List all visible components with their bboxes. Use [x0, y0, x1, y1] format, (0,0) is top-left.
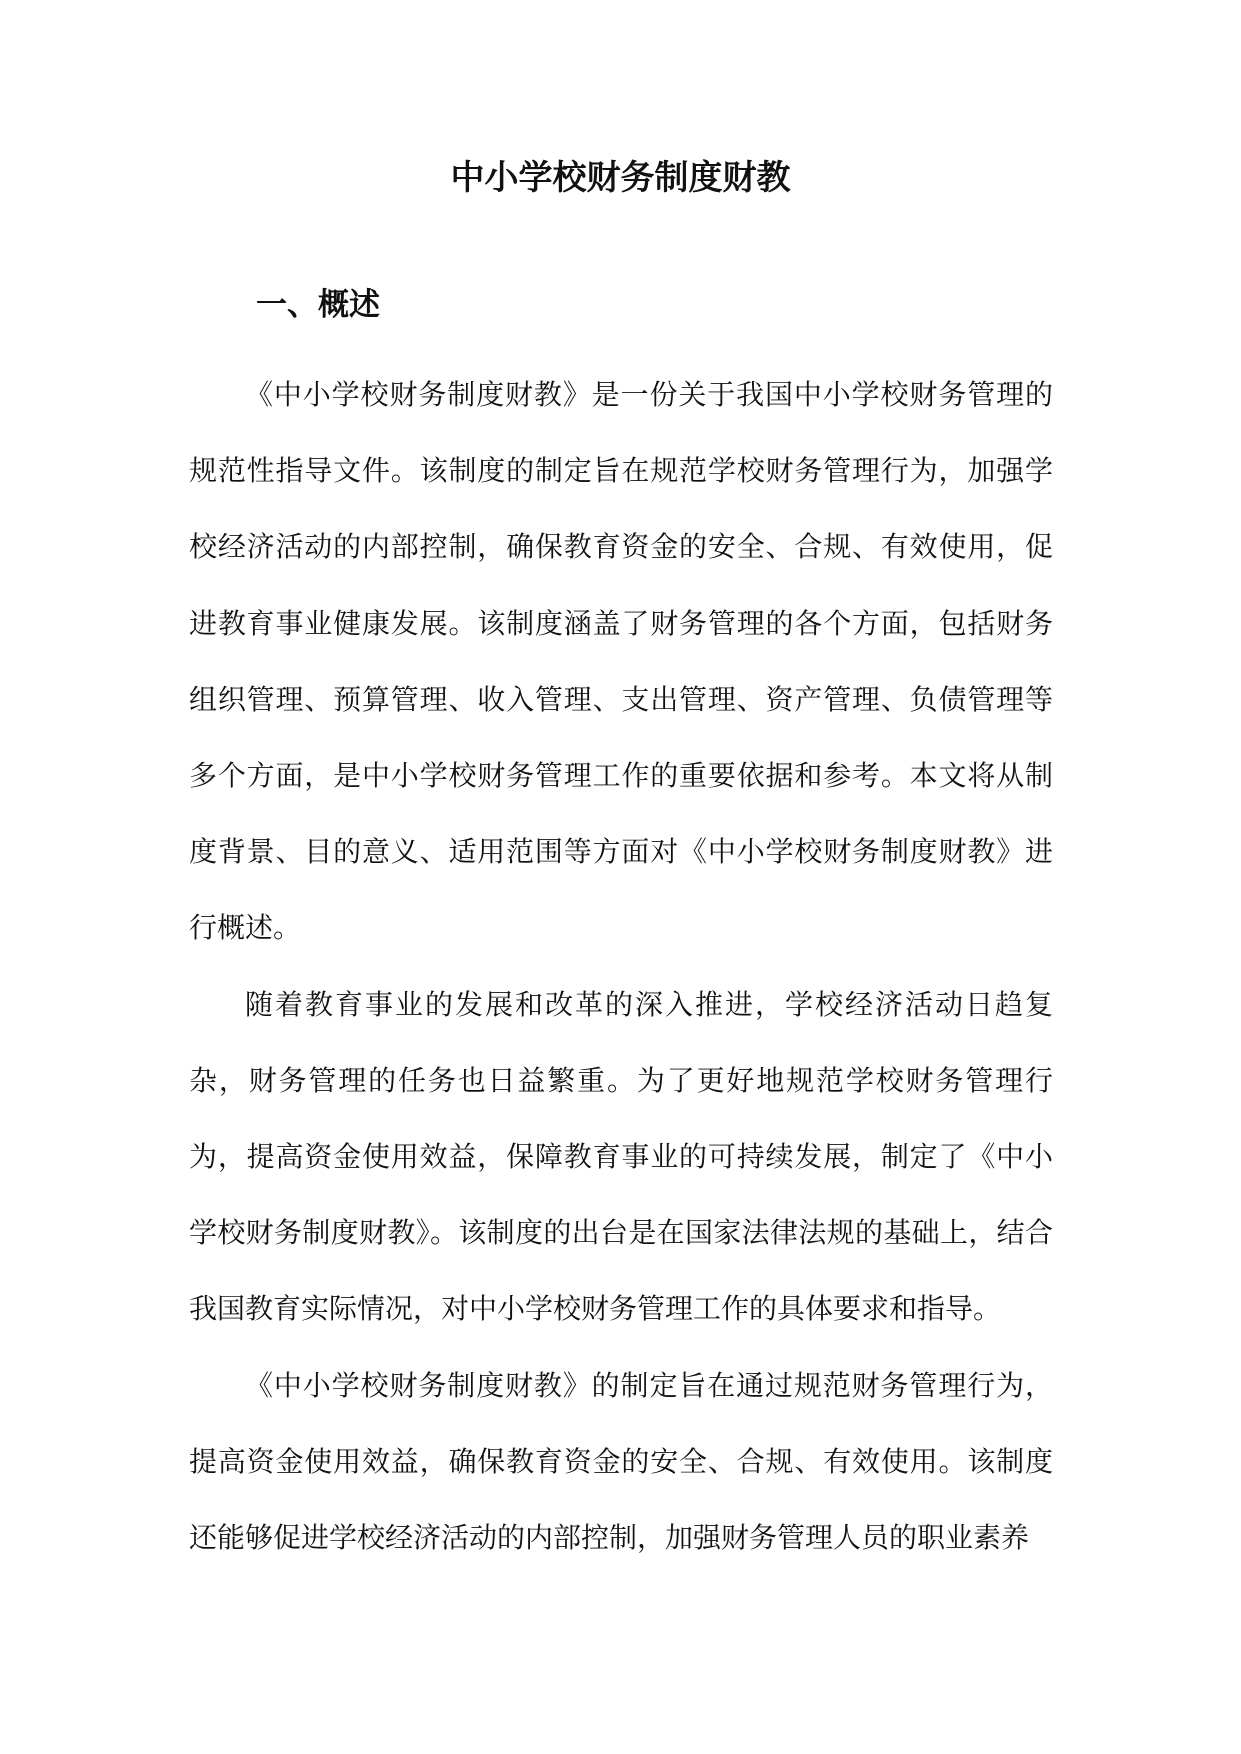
document-body: [189, 357, 1053, 1576]
paragraph: 随着教育事业的发展和改革的深入推进，学校经济活动日趋复杂，财务管理的任务也日益繁重。为了更好地规范学校财务管理行为，提高资金使用效益，保障教育事业的可持续发展，制定了《中小学校财务制度财教》。该制度的出台是在国家法律法规的基础上，结合我国教育实际情况，对中小学校财务管理工作的具体要求和指导。: [189, 987, 1053, 1326]
paragraph: 《中小学校财务制度财教》是一份关于我国中小学校财务管理的规范性指导文件。该制度的制定旨在规范学校财务管理行为，加强学校经济活动的内部控制，确保教育资金的安全、合规、有效使用，促进教育事业健康发展。该制度涵盖了财务管理的各个方面，包括财务组织管理、预算管理、收入管理、支出管理、资产管理、负债管理等多个方面，是中小学校财务管理工作的重要依据和参考。本文将从制度背景、目的意义、适用范围等方面对《中小学校财务制度财教》进行概述。: [189, 378, 1053, 945]
paragraph: 《中小学校财务制度财教》的制定旨在通过规范财务管理行为，提高资金使用效益，确保教育资金的安全、合规、有效使用。该制度还能够促进学校经济活动的内部控制，加强财务管理人员的职业素养: [189, 1368, 1053, 1555]
document-title: 中小学校财务制度财教: [450, 158, 791, 198]
section-heading-overview: 一、概述: [256, 287, 380, 323]
